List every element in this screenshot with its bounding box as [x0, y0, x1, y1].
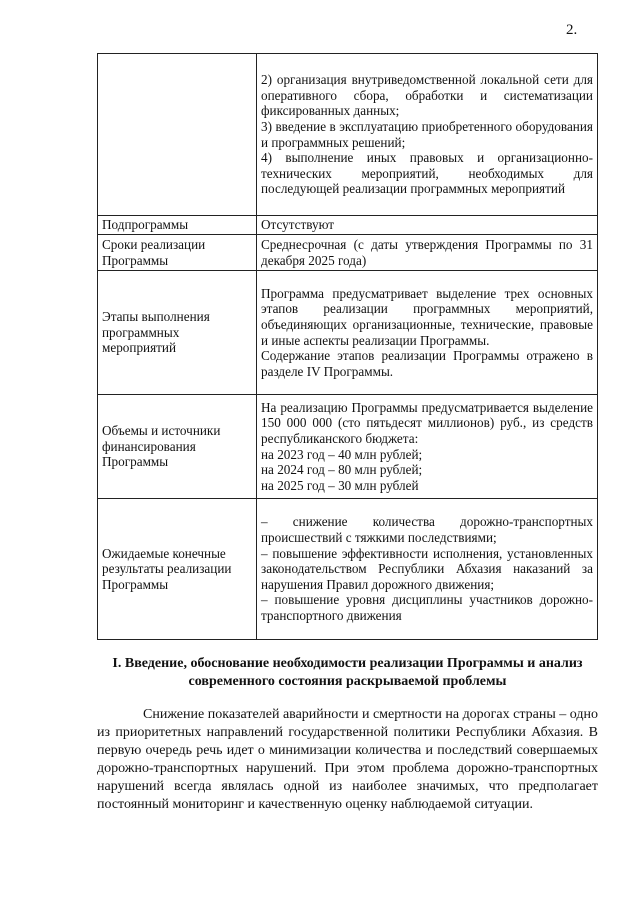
- cell-line: Среднесрочная (с даты утверждения Программы по 31 декабря 2025 года): [261, 236, 593, 268]
- program-passport-table: [97, 53, 598, 640]
- cell-line: 4) выполнение иных правовых и организационно-технических мероприятий, необходимых для последующей реализации программных мероприятий: [261, 150, 593, 197]
- row-label: Подпрограммы: [98, 216, 257, 235]
- row-value: [257, 395, 598, 499]
- cell-line: на 2023 год – 40 млн рублей;: [261, 446, 423, 462]
- cell-line: Программа предусматривает выделение трех основных этапов реализации программных мероприятий, объединяющих организационные, технические, правовые и иные аспекты реализации Программы.: [261, 285, 593, 348]
- table-row: [98, 216, 598, 235]
- row-value: [257, 271, 598, 395]
- cell-line: на 2025 год – 30 млн рублей: [261, 477, 419, 493]
- cell-line: на 2024 год – 80 млн рублей;: [261, 462, 423, 478]
- cell-line: Содержание этапов реализации Программы отражено в разделе IV Программы.: [261, 348, 593, 379]
- table-row: [98, 235, 598, 271]
- table-row: [98, 271, 598, 395]
- table-row: [98, 54, 598, 216]
- table-row: [98, 499, 598, 640]
- cell-line: – повышение уровня дисциплины участников дорожно-транспортного движения: [261, 592, 593, 623]
- cell-line: 2) организация внутриведомственной локальной сети для оперативного сбора, обработки и систематизации фиксированных данных;: [261, 72, 593, 119]
- cell-line: – повышение эффективности исполнения, установленных законодательством Республики Абхазия наказаний за нарушения Правил дорожного движения;: [261, 545, 593, 592]
- section-heading: I. Введение, обоснование необходимости реализации Программы и анализ современного состояния раскрываемой проблемы: [112, 656, 583, 689]
- row-label: Ожидаемые конечные результаты реализации Программы: [98, 499, 257, 640]
- cell-line: 3) введение в эксплуатацию приобретенного оборудования и программных решений;: [261, 118, 593, 150]
- page-number: 2.: [566, 22, 578, 38]
- cell-line: Отсутствуют: [261, 217, 335, 233]
- row-label: Этапы выполнения программных мероприятий: [98, 271, 257, 395]
- row-value: [257, 54, 598, 216]
- cell-line: – снижение количества дорожно-транспортных происшествий с тяжкими последствиями;: [261, 514, 593, 546]
- row-value: [257, 235, 598, 271]
- row-label: [98, 54, 257, 216]
- table-row: [98, 395, 598, 499]
- row-label: Сроки реализации Программы: [98, 235, 257, 271]
- row-value: [257, 216, 598, 235]
- row-label: Объемы и источники финансирования Программы: [98, 395, 257, 499]
- cell-line: На реализацию Программы предусматривается выделение 150 000 000 (сто пятьдесят миллионов) руб., из средств республиканского бюджета:: [261, 399, 593, 446]
- intro-paragraph: Снижение показателей аварийности и смертности на дорогах страны – одно из приоритетных направлений государственной политики Республики Абхазия. В первую очередь речь идет о минимизации количества и последствий совершаемых дорожно-транспортных нарушений. При этом проблема дорожно-транспортных нарушений всегда являлась одной из наиболее значимых, что предполагает постоянный мониторинг и качественную оценку наблюдаемой ситуации.: [97, 707, 598, 812]
- row-value: [257, 499, 598, 640]
